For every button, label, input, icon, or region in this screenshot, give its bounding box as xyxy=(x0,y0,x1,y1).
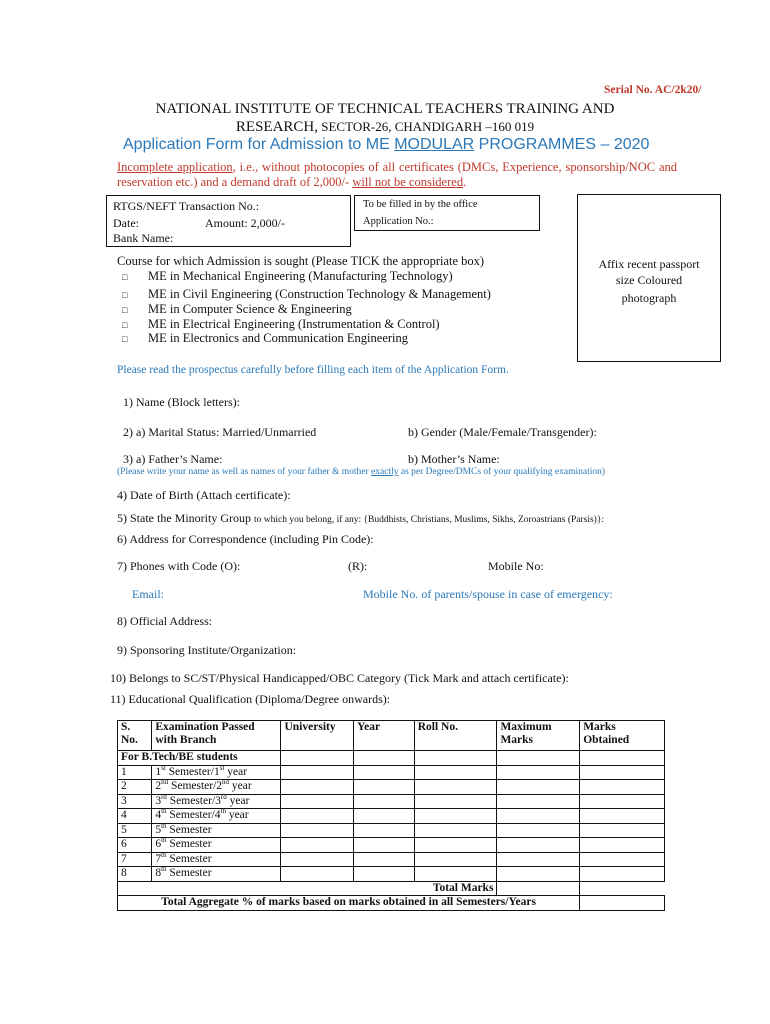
office-use-box xyxy=(354,195,540,231)
row-examination xyxy=(152,867,281,882)
semester-word: Semester xyxy=(169,867,212,879)
checkbox-icon[interactable]: □ xyxy=(122,272,128,283)
application-number-label: Application No.: xyxy=(363,216,434,227)
semester-word: Semester xyxy=(170,780,214,792)
table-cell[interactable] xyxy=(497,867,580,882)
photo-line1: Affix recent passport xyxy=(598,257,700,271)
field-date-of-birth: 4) Date of Birth (Attach certificate): xyxy=(117,488,291,502)
row-examination: 3rd Semester/3rd year xyxy=(152,794,281,809)
table-cell xyxy=(580,881,665,896)
year-number: 3 xyxy=(215,794,221,807)
year-suffix: nd xyxy=(222,778,230,787)
field-email: Email: xyxy=(132,587,164,601)
table-cell[interactable] xyxy=(414,838,497,853)
table-cell[interactable] xyxy=(497,765,580,780)
table-cell[interactable] xyxy=(580,823,665,838)
field-gender: b) Gender (Male/Female/Transgender): xyxy=(408,425,597,439)
course-label: ME in Electronics and Communication Engineering xyxy=(148,331,409,345)
row-serial-no: 7 xyxy=(118,852,152,867)
semester-number: 7 xyxy=(155,852,162,865)
row-serial-no: 4 xyxy=(118,809,152,824)
table-cell[interactable] xyxy=(497,823,580,838)
row-examination xyxy=(152,823,281,838)
table-cell[interactable] xyxy=(580,867,665,882)
table-cell[interactable] xyxy=(354,838,415,853)
year-suffix: rd xyxy=(220,792,227,801)
table-row xyxy=(118,838,665,853)
minority-label: 5) State the Minority Group xyxy=(117,511,254,525)
qualification-table xyxy=(117,720,665,911)
table-group-row xyxy=(118,751,665,766)
course-option-mechanical[interactable] xyxy=(122,269,453,284)
aggregate-label: Total Aggregate % of marks based on marks obtained in all Semesters/Years xyxy=(118,896,580,911)
field-phone-office: 7) Phones with Code (O): xyxy=(117,559,241,573)
table-cell[interactable] xyxy=(281,823,354,838)
field-emergency-mobile: Mobile No. of parents/spouse in case of emergency: xyxy=(363,587,613,601)
aggregate-row xyxy=(118,896,665,911)
institute-name-research: RESEARCH, xyxy=(235,119,319,135)
form-title xyxy=(123,136,649,154)
semester-suffix: th xyxy=(161,865,167,874)
field-mobile: Mobile No: xyxy=(488,559,544,573)
table-cell[interactable] xyxy=(281,852,354,867)
table-cell[interactable] xyxy=(414,751,497,766)
semester-word: Semester xyxy=(169,794,212,807)
year-suffix: th xyxy=(220,807,226,816)
row-examination: 4th Semester/4th year xyxy=(152,809,281,824)
notice-body: , i.e., without photocopies of all certificates (DMCs, Experience, sponsorship/NOC and reservation etc.) and a demand draft of 2,000/- xyxy=(117,160,677,189)
semester-number: 4 xyxy=(155,809,162,821)
table-cell[interactable] xyxy=(580,809,665,824)
table-cell[interactable] xyxy=(414,852,497,867)
photo-instructions xyxy=(578,256,720,306)
form-title-a: Application Form for Admission to ME xyxy=(123,136,395,153)
notice-incomplete: Incomplete application xyxy=(117,160,233,174)
field-sponsoring-institute: 9) Sponsoring Institute/Organization: xyxy=(117,643,297,657)
table-cell[interactable] xyxy=(354,794,415,809)
row-serial-no: 3 xyxy=(118,794,152,809)
table-row xyxy=(118,867,665,882)
checkbox-icon[interactable]: □ xyxy=(122,334,128,345)
row-serial-no: 2 xyxy=(118,780,152,795)
serial-number: Serial No. AC/2k20/ xyxy=(604,84,702,96)
table-cell[interactable] xyxy=(497,852,580,867)
row-examination xyxy=(152,852,281,867)
year-word: year xyxy=(228,809,249,821)
table-cell[interactable] xyxy=(281,838,354,853)
semester-number: 6 xyxy=(155,838,162,850)
photo-box xyxy=(577,194,721,362)
table-cell[interactable] xyxy=(497,794,580,809)
photo-line3: photograph xyxy=(621,291,677,305)
semester-number: 2 xyxy=(155,780,162,792)
header-serial-no: S. No. xyxy=(118,721,152,751)
semester-suffix: th xyxy=(161,836,167,845)
institute-name-line1: NATIONAL INSTITUTE OF TECHNICAL TEACHERS TRAINING AND xyxy=(155,101,615,117)
year-number: 1 xyxy=(213,765,220,778)
table-cell[interactable] xyxy=(414,823,497,838)
header-examination: Examination Passed with Branch xyxy=(152,721,281,751)
table-cell[interactable] xyxy=(580,751,665,766)
table-cell[interactable] xyxy=(497,751,580,766)
course-label: ME in Electrical Engineering (Instrumentation & Control) xyxy=(148,317,440,331)
table-cell[interactable] xyxy=(354,780,415,795)
table-cell[interactable] xyxy=(414,765,497,780)
semester-word: Semester xyxy=(169,852,212,865)
table-cell[interactable] xyxy=(354,852,415,867)
header-maximum-marks: Maximum Marks xyxy=(497,721,580,751)
minority-options: to which you belong, if any: {Buddhists, Christians, Muslims, Sikhs, Zoroastrians (Parsis)}: xyxy=(253,515,605,525)
year-word: year xyxy=(231,780,252,792)
form-title-modular: MODULAR xyxy=(394,136,475,153)
table-cell[interactable] xyxy=(281,794,354,809)
header-year: Year xyxy=(354,721,415,751)
semester-suffix: rd xyxy=(161,792,167,801)
field-educational-qualification: 11) Educational Qualification (Diploma/Degree onwards): xyxy=(110,692,391,706)
payment-box xyxy=(106,195,351,247)
field-mother-name: b) Mother’s Name: xyxy=(408,452,500,466)
table-row xyxy=(118,794,665,809)
course-option-electronics[interactable] xyxy=(122,331,408,346)
semester-suffix: th xyxy=(161,850,167,859)
amount-label: Amount: 2,000/- xyxy=(205,216,285,230)
total-marks-row xyxy=(118,881,665,896)
table-cell[interactable] xyxy=(281,867,354,882)
field-name: 1) Name (Block letters): xyxy=(123,395,240,409)
name-note-a: (Please write your name as well as names of your father & mother xyxy=(117,467,372,477)
instruction-text: Please read the prospectus carefully before filling each item of the Application Form. xyxy=(117,364,509,376)
course-heading: Course for which Admission is sought (Please TICK the appropriate box) xyxy=(117,254,485,268)
year-suffix: st xyxy=(219,763,225,772)
table-row xyxy=(118,809,665,824)
table-cell[interactable] xyxy=(580,852,665,867)
table-row xyxy=(118,823,665,838)
incomplete-notice xyxy=(117,160,677,190)
field-address: 6) Address for Correspondence (including Pin Code): xyxy=(117,532,374,546)
notice-not-considered: will not be considered xyxy=(352,175,464,189)
semester-suffix: th xyxy=(161,807,167,816)
name-note xyxy=(117,467,605,477)
year-number: 2 xyxy=(216,780,223,792)
semester-suffix: nd xyxy=(161,778,169,787)
institute-address: SECTOR-26, CHANDIGARH –160 019 xyxy=(318,119,535,134)
semester-suffix: th xyxy=(161,821,167,830)
field-phone-residence: (R): xyxy=(348,559,368,573)
checkbox-icon[interactable]: □ xyxy=(122,305,128,316)
semester-number: 1 xyxy=(155,765,162,778)
table-cell[interactable] xyxy=(497,809,580,824)
row-examination xyxy=(152,838,281,853)
semester-number: 3 xyxy=(155,794,162,807)
year-word: year xyxy=(227,765,248,778)
bank-name-label: Bank Name: xyxy=(113,231,174,245)
table-cell[interactable] xyxy=(580,838,665,853)
field-minority-group xyxy=(117,511,604,526)
table-cell[interactable] xyxy=(414,867,497,882)
table-cell[interactable] xyxy=(354,823,415,838)
table-cell[interactable] xyxy=(497,838,580,853)
semester-number: 5 xyxy=(155,823,162,836)
course-option-electrical[interactable] xyxy=(122,317,440,332)
notice-end: . xyxy=(463,175,467,189)
aggregate-value-cell[interactable] xyxy=(580,896,665,911)
row-serial-no: 1 xyxy=(118,765,152,780)
semester-suffix: st xyxy=(161,763,166,772)
office-use-title: To be filled in by the office xyxy=(363,199,478,210)
rtgs-label: RTGS/NEFT Transaction No.: xyxy=(113,199,260,213)
semester-word: Semester xyxy=(168,765,211,778)
course-label: ME in Mechanical Engineering (Manufacturing Technology) xyxy=(148,269,453,283)
table-row xyxy=(118,852,665,867)
table-row xyxy=(118,780,665,795)
table-cell[interactable] xyxy=(281,765,354,780)
row-examination: 2nd Semester/2nd year xyxy=(152,780,281,795)
group-btech-label: For B.Tech/BE students xyxy=(118,751,281,766)
checkbox-icon[interactable]: □ xyxy=(122,320,128,331)
photo-line2: size Coloured xyxy=(615,273,683,287)
table-cell[interactable] xyxy=(414,780,497,795)
year-number: 4 xyxy=(214,809,221,821)
table-cell[interactable] xyxy=(580,794,665,809)
total-marks-label: Total Marks xyxy=(118,881,497,896)
table-cell[interactable] xyxy=(354,751,415,766)
table-cell[interactable] xyxy=(354,809,415,824)
course-label: ME in Civil Engineering (Construction Technology & Management) xyxy=(148,287,491,301)
field-marital-status: 2) a) Marital Status: Married/Unmarried xyxy=(123,425,317,439)
semester-word: Semester xyxy=(169,823,212,836)
table-cell[interactable] xyxy=(354,765,415,780)
name-note-b: as per Degree/DMCs of your qualifying examination) xyxy=(398,467,606,477)
course-option-civil[interactable] xyxy=(122,287,491,302)
checkbox-icon[interactable]: □ xyxy=(122,290,128,301)
table-cell[interactable] xyxy=(580,780,665,795)
date-label: Date: xyxy=(113,216,139,230)
row-examination: 1st Semester/1st year xyxy=(152,765,281,780)
header-marks-obtained: Marks Obtained xyxy=(580,721,665,751)
table-cell[interactable] xyxy=(580,765,665,780)
semester-word: Semester xyxy=(169,838,212,850)
table-cell[interactable] xyxy=(354,867,415,882)
total-max-marks-cell[interactable] xyxy=(497,881,580,896)
course-option-computer[interactable] xyxy=(122,302,352,317)
field-category: 10) Belongs to SC/ST/Physical Handicapped/OBC Category (Tick Mark and attach certificate): xyxy=(110,671,569,685)
table-header-row xyxy=(118,721,665,751)
header-roll-no: Roll No. xyxy=(414,721,497,751)
table-cell[interactable] xyxy=(281,780,354,795)
field-official-address: 8) Official Address: xyxy=(117,614,213,628)
semester-number: 8 xyxy=(155,867,162,879)
year-word: year xyxy=(229,794,250,807)
row-serial-no: 8 xyxy=(118,867,152,882)
semester-word: Semester xyxy=(169,809,212,821)
row-serial-no: 5 xyxy=(118,823,152,838)
table-row xyxy=(118,765,665,780)
course-label: ME in Computer Science & Engineering xyxy=(148,302,352,316)
form-title-b: PROGRAMMES – 2020 xyxy=(474,136,650,153)
row-serial-no: 6 xyxy=(118,838,152,853)
table-cell[interactable] xyxy=(414,794,497,809)
header-university: University xyxy=(281,721,354,751)
table-cell[interactable] xyxy=(281,751,354,766)
table-cell[interactable] xyxy=(414,809,497,824)
table-cell[interactable] xyxy=(497,780,580,795)
name-note-exactly: exactly xyxy=(371,467,399,477)
table-cell[interactable] xyxy=(281,809,354,824)
institute-name-line2 xyxy=(0,119,770,136)
field-father-name: 3) a) Father’s Name: xyxy=(123,452,223,466)
